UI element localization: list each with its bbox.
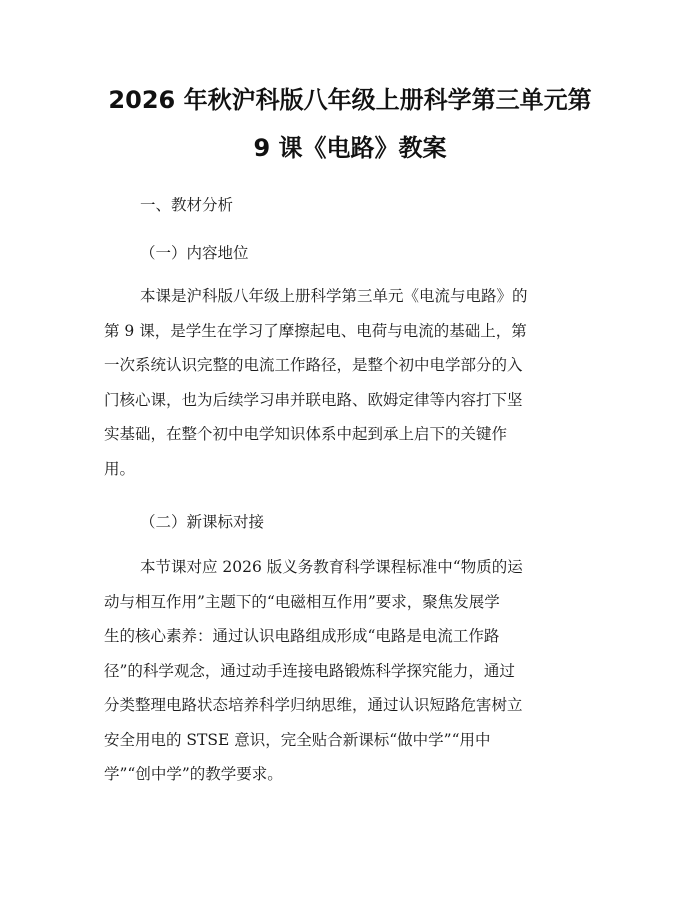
paragraph-line: 动与相互作用”主题下的“电磁相互作用”要求，聚焦发展学	[104, 592, 500, 611]
document-title-line-2: 9 课《电路》教案	[253, 134, 447, 162]
document-title-line-1: 2026 年秋沪科版八年级上册科学第三单元第	[108, 86, 592, 114]
paragraph-line: 一次系统认识完整的电流工作路径，是整个初中电学部分的入	[104, 356, 523, 374]
paragraph-line: 分类整理电路状态培养科学归纳思维，通过认识短路危害树立	[104, 696, 523, 714]
subsection-heading-content-position: （一）内容地位	[140, 244, 249, 262]
paragraph-line: 安全用电的 STSE 意识，完全贴合新课标“做中学”“用中	[104, 730, 491, 749]
paragraph-content-position	[104, 279, 596, 486]
paragraph-line: 径”的科学观念，通过动手连接电路锻炼科学探究能力，通过	[104, 661, 515, 680]
subsection-heading-curriculum-alignment: （二）新课标对接	[140, 513, 265, 531]
paragraph-line: 本课是沪科版八年级上册科学第三单元《电流与电路》的	[140, 287, 528, 305]
paragraph-line: 第 9 课，是学生在学习了摩擦起电、电荷与电流的基础上，第	[104, 321, 527, 340]
paragraph-line: 生的核心素养：通过认识电路组成形成“电路是电流工作路	[104, 627, 500, 645]
paragraph-line: 门核心课，也为后续学习串并联电路、欧姆定律等内容打下坚	[104, 390, 523, 409]
section-heading-materials-analysis: 一、教材分析	[140, 196, 234, 214]
paragraph-line: 用。	[104, 459, 136, 478]
paragraph-line: 实基础，在整个初中电学知识体系中起到承上启下的关键作	[104, 425, 508, 443]
paragraph-line: 本节课对应 2026 版义务教育科学课程标准中“物质的运	[140, 558, 523, 576]
paragraph-curriculum-alignment	[104, 550, 596, 792]
paragraph-line: 学”“创中学”的教学要求。	[104, 765, 283, 783]
